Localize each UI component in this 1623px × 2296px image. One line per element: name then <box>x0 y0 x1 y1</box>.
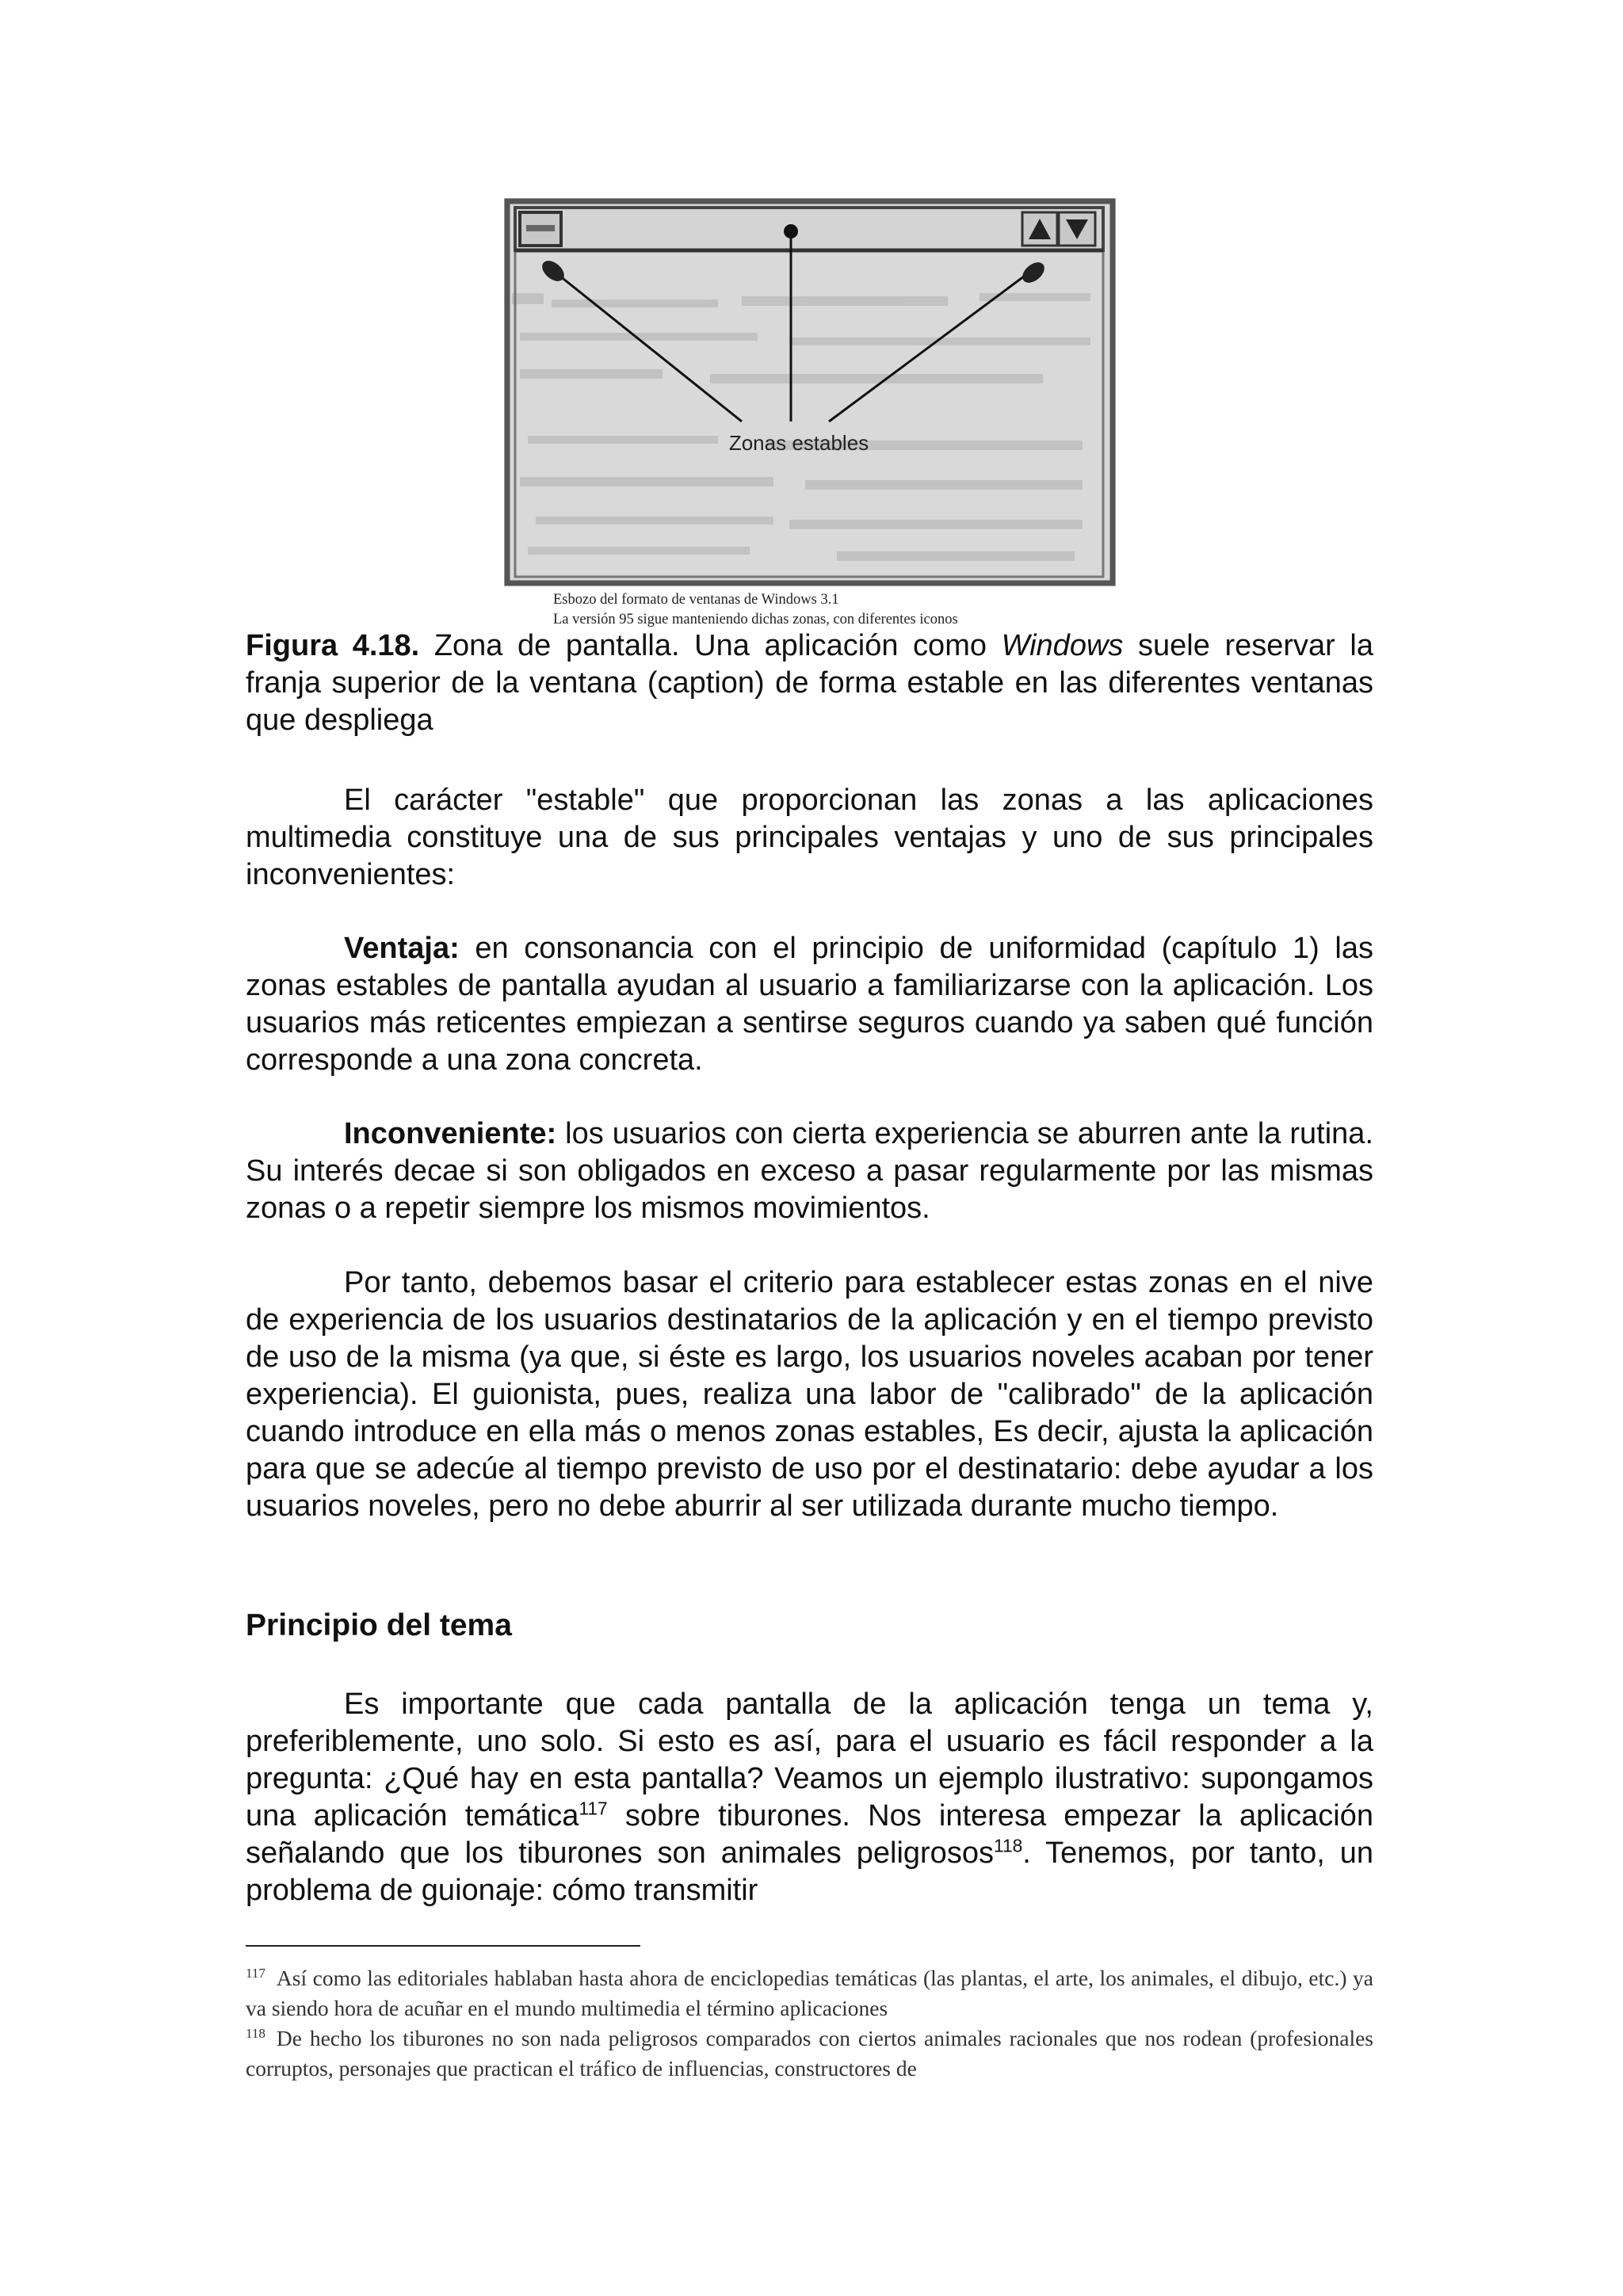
footnote-text: De hecho los tiburones no son nada peligrosos comparados con ciertos animales racionales que nos rodean (profesionales corruptos, personajes que practican el tráfico de influencias, constructores de <box>246 2026 1373 2081</box>
figure-caption <box>246 627 1373 739</box>
footnote-text: Así como las editoriales hablaban hasta ahora de enciclopedias temáticas (las plantas, el arte, los animales, el dibujo, etc.) ya va siendo hora de acuñar en el mundo multimedia el término aplicaciones <box>246 1966 1373 2020</box>
footnote-ref-118[interactable]: 118 <box>993 1835 1023 1856</box>
window-sketch-image <box>504 198 1116 586</box>
paragraph-3-text: los usuarios con cierta experiencia se aburren ante la rutina. Su interés decae si son obligados en exceso a pasar regularmente por las mismas zonas o a repetir siempre los mismos movimientos. <box>246 1117 1373 1225</box>
footnote-117 <box>246 1963 1373 2023</box>
paragraph-2-bold: Ventaja: <box>344 932 460 965</box>
figure-window-sketch <box>504 198 1116 586</box>
paragraph-3 <box>246 1116 1373 1227</box>
footnote-number: 118 <box>246 2025 265 2041</box>
paragraph-1-text: El carácter "estable" que proporcionan las zonas a las aplicaciones multimedia constituye una de sus principales ventajas y uno de sus principales inconvenientes: <box>246 784 1373 891</box>
figure-caption-italic: Windows <box>1001 629 1124 662</box>
figure-caption-text-a: Zona de pantalla. Una aplicación como <box>419 629 1002 662</box>
paragraph-2 <box>246 930 1373 1079</box>
figure-caption-line-1: Esbozo del formato de ventanas de Windows 3.1 <box>553 592 839 608</box>
figure-number: Figura 4.18. <box>246 629 420 662</box>
figure-label: Zonas estables <box>728 431 869 455</box>
footnote-number: 117 <box>246 1965 265 1981</box>
paragraph-5-part-3: . Tenemos, por tanto, un problema de guionaje: cómo transmitir <box>246 1836 1373 1907</box>
paragraph-4 <box>246 1264 1373 1525</box>
paragraph-4-text: Por tanto, debemos basar el criterio para establecer estas zonas en el nive de experiencia de los usuarios destinatarios de la aplicación y en el tiempo previsto de uso de la misma (ya que, si éste es largo, los usuarios noveles acaban por tener experiencia). El guionista, pues, realiza una labor de "calibrado" de la aplicación cuando introduce en ella más o menos zonas estables, Es decir, ajusta la aplicación para que se adecúe al tiempo previsto de uso por el destinatario: debe ayudar a los usuarios noveles, pero no debe aburrir al ser utilizada durante mucho tiempo. <box>246 1266 1373 1523</box>
footnotes <box>246 1963 1373 2084</box>
footnote-ref-117[interactable]: 117 <box>579 1798 608 1819</box>
paragraph-1 <box>246 782 1373 894</box>
figure-caption-text-b: suele reservar la franja superior de la ventana (caption) de forma estable en las diferentes ventanas que despliega <box>246 629 1373 737</box>
footnote-118 <box>246 2023 1373 2084</box>
paragraph-5 <box>246 1686 1373 1909</box>
paragraph-2-text: en consonancia con el principio de uniformidad (capítulo 1) las zonas estables de pantalla ayudan al usuario a familiarizarse con la aplicación. Los usuarios más reticentes empiezan a sentirse seguros cuando ya saben qué función corresponde a una zona concreta. <box>246 932 1373 1077</box>
figure-caption-line-2: La versión 95 sigue manteniendo dichas zonas, con diferentes iconos <box>553 612 958 627</box>
paragraph-5-part-1: Es importante que cada pantalla de la aplicación tenga un tema y, preferiblemente, uno solo. Si esto es así, para el usuario es fácil responder a la pregunta: ¿Qué hay en esta pantalla? Veamos un ejemplo ilustrativo: supongamos una aplicación temática <box>246 1688 1373 1833</box>
section-heading: Principio del tema <box>246 1608 512 1642</box>
paragraph-3-bold: Inconveniente: <box>344 1117 557 1150</box>
paragraph-5-part-2: sobre tiburones. Nos interesa empezar la aplicación señalando que los tiburones son animales peligrosos <box>246 1799 1373 1870</box>
footnote-divider <box>246 1945 640 1947</box>
